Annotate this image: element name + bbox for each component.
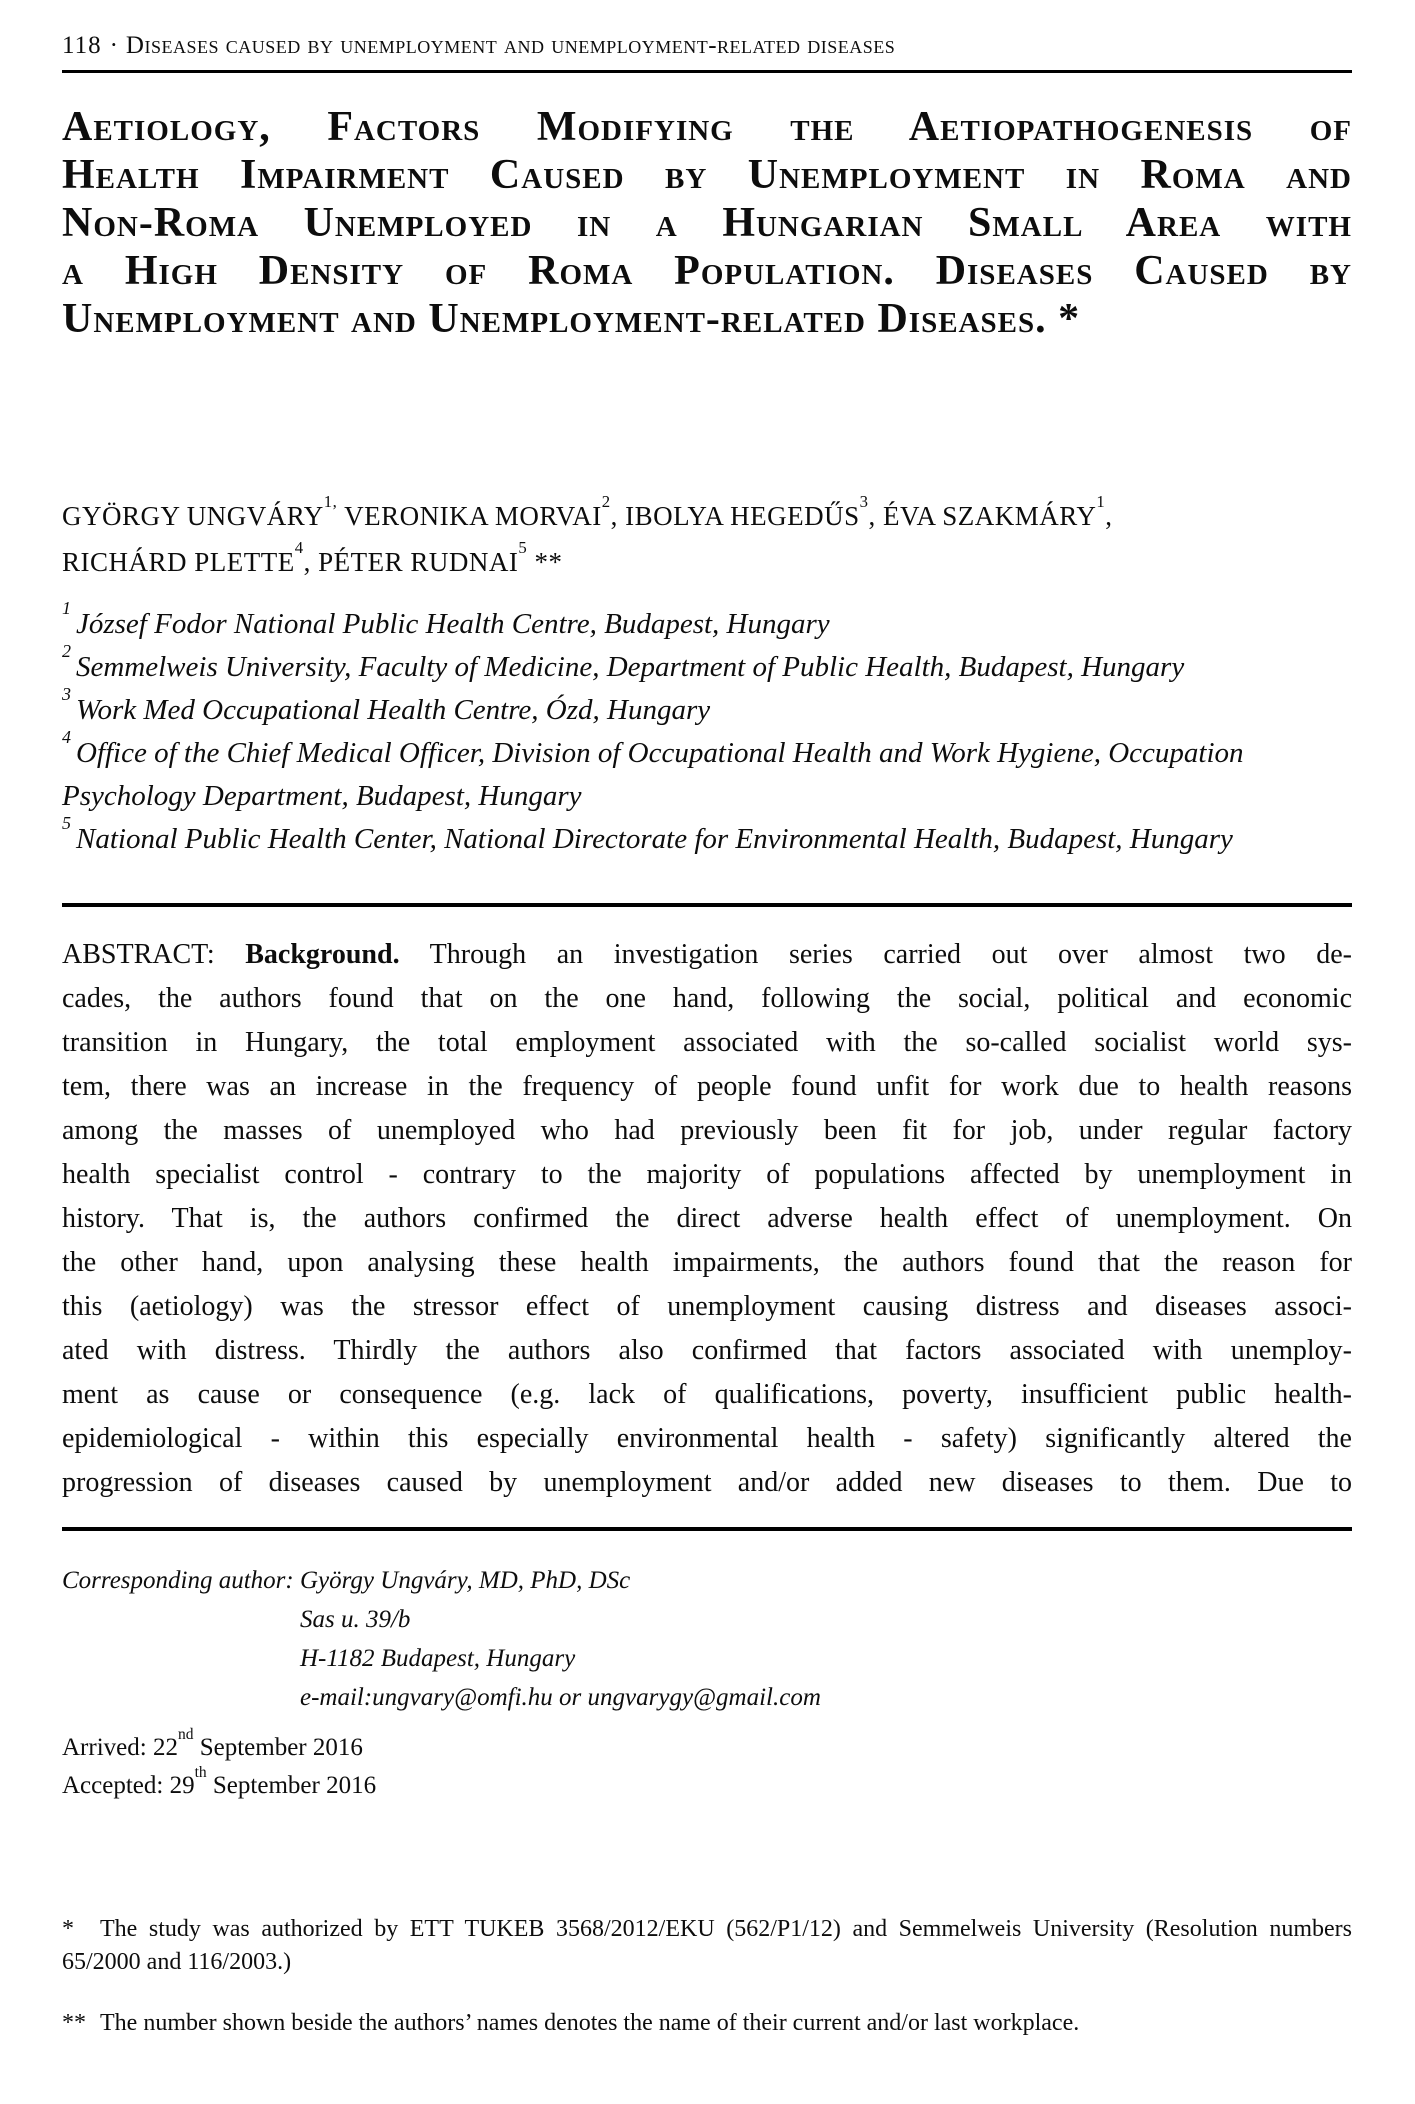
title-line: a High Density of Roma Population. Diseases Caused by: [62, 248, 1352, 294]
correspondence-label: Corresponding author:: [62, 1567, 300, 1594]
title-line: Aetiology, Factors Modifying the Aetiopathogenesis of: [62, 104, 1352, 150]
header-separator: ·: [109, 32, 118, 59]
author-name: VERONIKA MORVAI: [337, 501, 602, 531]
affiliation-item: [62, 641, 1352, 689]
footnote-marker: *: [62, 1916, 74, 1942]
section-rule-bottom: [62, 1527, 1352, 1531]
authors-line-1: [62, 493, 1352, 539]
abstract-background-label: Background.: [245, 939, 400, 970]
author-affiliation-ref: 5: [518, 538, 528, 558]
correspondence-block: [62, 1561, 1352, 1717]
abstract-line: cades, the authors found that on the one hand, following the social, political and economic: [62, 983, 1352, 1014]
abstract-text: Through an investigation series carried out over almost two de-: [399, 939, 1353, 970]
workplace-note-marker: **: [527, 547, 563, 577]
affiliation-number: 5: [62, 813, 71, 834]
author-affiliation-ref: 1: [1096, 492, 1106, 512]
title-line: Unemployment and Unemployment-related Diseases. *: [62, 296, 1081, 342]
abstract-line: transition in Hungary, the total employment associated with the so-called socialist world sys-: [62, 1027, 1352, 1058]
arrived-ordinal-suffix: nd: [177, 1725, 194, 1743]
footnote-authorization: [62, 1913, 1352, 1979]
abstract-line: health specialist control - contrary to the majority of populations affected by unemployment in: [62, 1159, 1352, 1190]
correspondent-name: György Ungváry, MD, PhD, DSc: [299, 1567, 631, 1594]
affiliation-number: 1: [62, 598, 71, 619]
author-name: RICHÁRD PLETTE: [62, 547, 295, 577]
arrived-label: Arrived:: [62, 1734, 153, 1761]
affiliation-item: [62, 727, 1352, 818]
running-header: [62, 30, 1352, 73]
section-rule-top: [62, 903, 1352, 907]
accepted-date: [62, 1763, 1352, 1805]
footnote-workplace: [62, 2007, 1352, 2040]
affiliation-number: 2: [62, 641, 71, 662]
abstract-label: ABSTRACT:: [62, 939, 246, 970]
correspondence-email: e-mail:ungvary@omfi.hu or ungvarygy@gmail.com: [299, 1684, 821, 1711]
title-line: Non-Roma Unemployed in a Hungarian Small Area with: [62, 200, 1352, 246]
abstract-line: progression of diseases caused by unemployment and/or added new diseases to them. Due to: [62, 1467, 1352, 1498]
footnote-text: The study was authorized by ETT TUKEB 3568/2012/EKU (562/P1/12) and Semmelweis University (Resolution numbers 65/2000 and 116/2003.): [62, 1916, 1352, 1975]
abstract-line: [62, 933, 1352, 977]
affiliation-item: [62, 598, 1352, 646]
affiliation-text: Semmelweis University, Faculty of Medicine, Department of Public Health, Budapest, Hungary: [75, 651, 1185, 683]
footnote-marker: **: [62, 2010, 86, 2036]
author-affiliation-ref: 2: [601, 492, 611, 512]
abstract-line: tem, there was an increase in the frequency of people found unfit for work due to health reasons: [62, 1071, 1352, 1102]
correspondence-city: H-1182 Budapest, Hungary: [299, 1645, 576, 1672]
affiliation-text: National Public Health Center, National Directorate for Environmental Health, Budapest, Hungary: [75, 823, 1233, 855]
accepted-month-year: September 2016: [206, 1772, 377, 1799]
affiliation-text: Office of the Chief Medical Officer, Division of Occupational Health and Work Hygiene, Occupation Psychology Department, Budapest, Hungary: [62, 737, 1244, 812]
accepted-ordinal-suffix: th: [194, 1763, 207, 1781]
article-title: [62, 103, 1352, 343]
affiliation-number: 3: [62, 684, 71, 705]
abstract-line: ated with distress. Thirdly the authors also confirmed that factors associated with unemploy-: [62, 1335, 1352, 1366]
affiliations-block: [62, 598, 1352, 861]
affiliation-text: József Fodor National Public Health Centre, Budapest, Hungary: [75, 608, 830, 640]
author-affiliation-ref: 3: [859, 492, 869, 512]
affiliation-item: [62, 684, 1352, 732]
title-line: Health Impairment Caused by Unemployment in Roma and: [62, 152, 1352, 198]
author-affiliation-ref: 1,: [323, 492, 338, 512]
header-rule: [62, 70, 1352, 73]
footnotes-block: [62, 1913, 1352, 2040]
abstract-line: history. That is, the authors confirmed the direct adverse health effect of unemployment. On: [62, 1203, 1352, 1234]
abstract-line: ment as cause or consequence (e.g. lack of qualifications, poverty, insufficient public health-: [62, 1379, 1352, 1410]
accepted-label: Accepted:: [62, 1772, 170, 1799]
author-affiliation-ref: 4: [294, 538, 304, 558]
abstract-line: epidemiological - within this especially environmental health - safety) significantly altered the: [62, 1423, 1352, 1454]
author-separator: ,: [1105, 501, 1113, 531]
affiliation-number: 4: [62, 727, 71, 748]
affiliation-item: [62, 813, 1352, 861]
abstract-line: the other hand, upon analysing these health impairments, the authors found that the reason for: [62, 1247, 1352, 1278]
accepted-day: 29: [169, 1772, 195, 1799]
author-name: , IBOLYA HEGEDŰS: [610, 501, 860, 531]
running-header-line: [62, 30, 1352, 62]
footnote-text: The number shown beside the authors’ names denotes the name of their current and/or last workplace.: [100, 2010, 1080, 2036]
author-name: , ÉVA SZAKMÁRY: [868, 501, 1097, 531]
authors-line-2: [62, 539, 1352, 585]
arrived-date: [62, 1725, 1352, 1767]
correspondence-street: Sas u. 39/b: [299, 1606, 411, 1633]
abstract-line: among the masses of unemployed who had previously been fit for job, under regular factory: [62, 1115, 1352, 1146]
abstract-line: this (aetiology) was the stressor effect of unemployment causing distress and diseases associ-: [62, 1291, 1352, 1322]
correspondence-row: [62, 1561, 1352, 1717]
abstract-block: [62, 933, 1352, 1505]
authors-block: [62, 493, 1352, 585]
dates-block: [62, 1725, 1352, 1805]
affiliation-text: Work Med Occupational Health Centre, Ózd, Hungary: [75, 694, 711, 726]
arrived-month-year: September 2016: [193, 1734, 363, 1761]
running-title: Diseases caused by unemployment and unemployment-related diseases: [125, 32, 896, 59]
correspondence-details: [300, 1561, 821, 1717]
arrived-day: 22: [152, 1734, 178, 1761]
author-name: GYÖRGY UNGVÁRY: [62, 501, 324, 531]
author-name: , PÉTER RUDNAI: [303, 547, 519, 577]
page-number: 118: [62, 32, 102, 59]
